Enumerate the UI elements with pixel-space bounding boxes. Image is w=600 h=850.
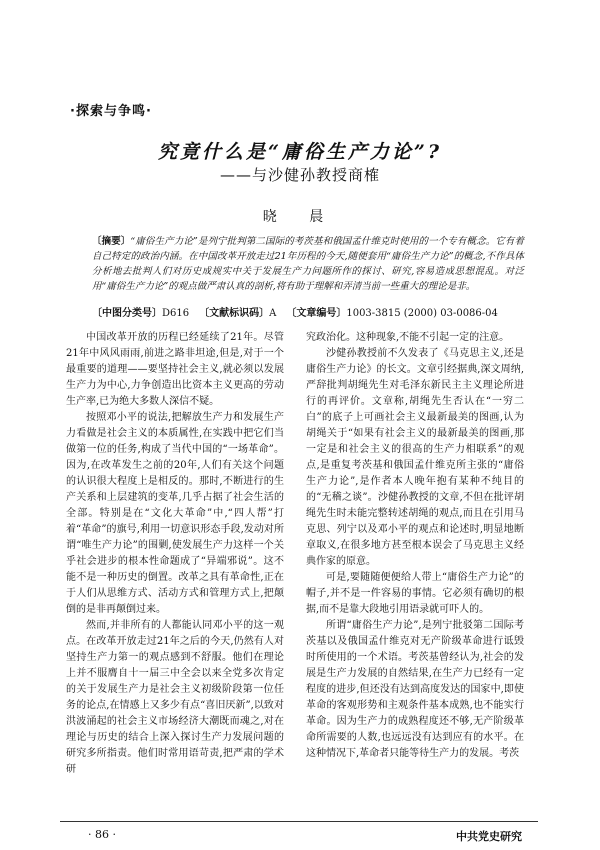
footer-divider bbox=[60, 821, 538, 822]
journal-name: 中共党史研究 bbox=[456, 830, 522, 843]
section-label: ·探索与争鸣· bbox=[70, 104, 152, 119]
page-number: · 86 · bbox=[88, 828, 116, 841]
abstract bbox=[92, 234, 524, 294]
article-subtitle: ——与沙健孙教授商榷 bbox=[219, 166, 380, 184]
article-title: 究竟什么是“庸俗生产力论”? bbox=[158, 141, 442, 163]
doc-code-label: 〔文献标识码〕 bbox=[199, 308, 270, 319]
body-paragraph: 究政治化。这种现象,不能不引起一定的注意。 bbox=[306, 332, 510, 343]
body-paragraph: 沙健孙教授前不久发表了《马克思主义,还是庸俗生产力论》的长文。文章引经据典,深文周纳,严辞批判胡绳先生对毛泽东新民主主义理论所进行的再评价。文章称,胡绳先生否认在“一穷二白”的底子上可画社会主义最新最美的图画,认为胡绳关于“如果有社会主义的最新最美的图画,那一定是和社会主义的很高的生产力相联系”的观点,是重复考茨基和俄国孟什维克所主张的“庸俗生产力论”,是作者本人晚年抱有某种不纯目的的“无稽之谈”。沙健孙教授的文章,不但在批评胡绳先生时未能完整转述胡绳的观点,而且在引用马克思、列宁以及邓小平的观点和论述时,明显地断章取义,在很多地方甚至根本误会了马克思主义经典作家的原意。 bbox=[306, 348, 524, 567]
article-number-label: 〔文章编号〕 bbox=[286, 308, 347, 319]
right-column bbox=[306, 330, 524, 762]
clc-label: 〔中图分类号〕 bbox=[92, 308, 162, 319]
author-name: 晓 晨 bbox=[262, 209, 338, 225]
abstract-tag: 〔摘要〕 bbox=[92, 236, 131, 247]
article-number-value: 1003-3815 (2000) 03-0086-04 bbox=[346, 308, 498, 319]
left-column bbox=[66, 330, 284, 778]
body-paragraph: 中国改革开放的历程已经延续了21年。尽管21年中风风雨雨,前进之路非坦途,但是,对于一个最重要的道理——要坚持社会主义,就必须以发展生产力为中心,力争创造出比资本主义更高的劳动生产率,已为绝大多数人深信不疑。 bbox=[66, 332, 284, 407]
body-paragraph: 按照邓小平的说法,把解放生产力和发展生产力看做是社会主义的本质属性,在实践中把它们当做第一位的任务,构成了当代中国的“一场革命”。因为,在改革发生之前的20年,人们有关这个问题的认识很大程度上是相反的。那时,不断进行的生产关系和上层建筑的变革,几乎占据了社会生活的全部。特别是在“文化大革命”中,“四人帮”打着“革命”的旗号,利用一切意识形态手段,发动对所谓“唯生产力论”的围剿,使发展生产力这样一个关乎社会进步的根本性命题成了“异端邪说”。这不能不是一种历史的倒置。改革之具有革命性,正在于人们从思维方式、活动方式和管理方式上,把颠倒的是非再颠倒过来。 bbox=[66, 412, 284, 615]
body-paragraph: 可是,要随随便便给人带上“庸俗生产力论”的帽子,并不是一件容易的事情。它必须有确切的根据,而不是靠大段地引用语录就可吓人的。 bbox=[306, 572, 524, 615]
classification-line bbox=[92, 304, 532, 319]
clc-value: D616 bbox=[162, 308, 190, 319]
body-paragraph: 然而,并非所有的人都能认同邓小平的这一观点。在改革开放走过21年之后的今天,仍然有人对坚持生产力第一的观点感到不舒服。他们在理论上并不服膺自十一届三中全会以来全党多次肯定的关于发展生产力是社会主义初级阶段第一位任务的论点,在情感上又多少有点“喜旧厌新”,以致对洪波涌起的社会主义市场经济大潮既而魂之,对在理论与历史的结合上深入探讨生产力发展问题的研究多所指责。他们时常用语苛责,把严肃的学术研 bbox=[66, 620, 284, 775]
abstract-text: “庸俗生产力论”是列宁批判第二国际的考茨基和俄国孟什维克时使用的一个专有概念。它有着自己特定的政治内涵。在中国改革开放走过21年历程的今天,随便套用“庸俗生产力论”的概念,不作具体分析地去批判人们对历史成规实中关于发展生产力问题所作的探讨、研究,容易造成思想混乱。对泛用“庸俗生产力论”的观点做严肃认真的剖析,将有助于理解和弄清当前一些重大的理论是非。 bbox=[92, 236, 524, 292]
doc-code-value: A bbox=[269, 308, 277, 319]
body-paragraph: 所谓“庸俗生产力论”,是列宁批驳第二国际考茨基以及俄国孟什维克对无产阶级革命进行诋毁时所使用的一个术语。考茨基曾经认为,社会的发展是生产力发展的自然结果,在生产力已经有一定程度的进步,但还没有达到高度发达的国家中,即使革命的客观形势和主观条件基本成熟,也不能实行革命。因为生产力的成熟程度还不够,无产阶级革命所需要的人数,也远远没有达到应有的水平。在这种情况下,革命者只能等待生产力的发展。考茨 bbox=[306, 620, 524, 759]
